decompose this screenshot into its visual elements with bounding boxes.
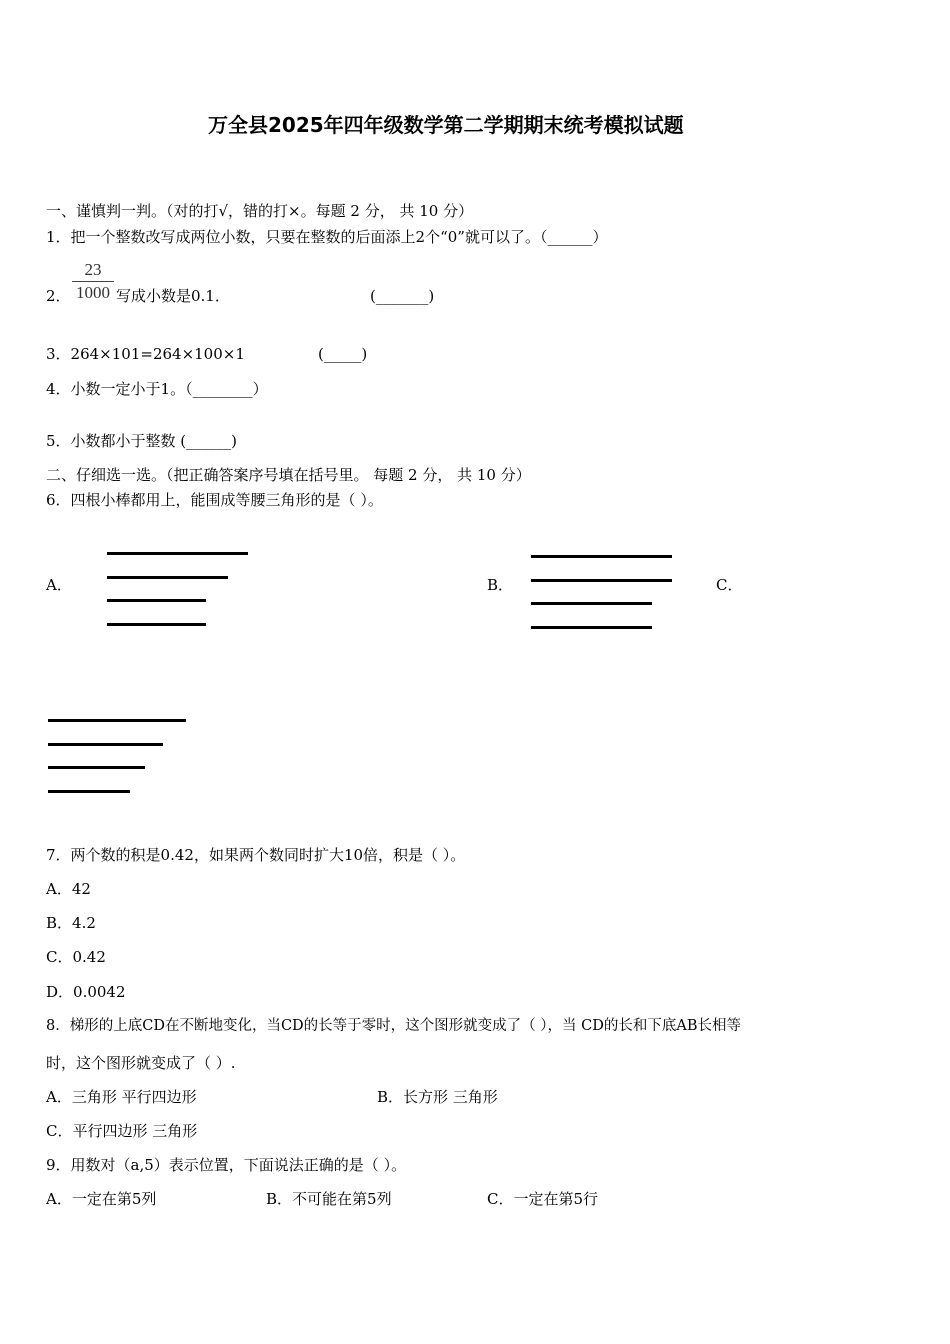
option-7d: D．0.0042	[46, 983, 126, 1001]
fraction-denominator: 1000	[76, 283, 110, 302]
stick	[107, 552, 248, 555]
option-8b: B．长方形 三角形	[377, 1088, 498, 1106]
question-6: 6．四根小棒都用上，能围成等腰三角形的是（ ）。	[46, 491, 383, 509]
stick	[531, 626, 652, 629]
question-4: 4．小数一定小于1。（________）	[46, 380, 268, 398]
option-6c-label: C．	[716, 576, 743, 594]
stick	[531, 602, 652, 605]
stick	[107, 623, 206, 626]
question-3: 3．264×101=264×100×1	[46, 345, 245, 363]
question-5: 5．小数都小于整数 (______)	[46, 432, 238, 450]
section1-heading: 一、谨慎判一判。（对的打√，错的打×。每题 2 分， 共 10 分）	[46, 202, 474, 220]
question-3-blank: (_____)	[318, 345, 368, 363]
fraction	[72, 260, 114, 303]
question-2-blank: (_______)	[370, 287, 435, 305]
option-9b: B．不可能在第5列	[266, 1190, 392, 1208]
fraction-numerator: 23	[84, 260, 102, 279]
question-9: 9．用数对（a,5）表示位置，下面说法正确的是（ ）。	[46, 1156, 407, 1174]
stick	[107, 576, 228, 579]
question-8-line2: 时，这个图形就变成了（ ）.	[46, 1054, 236, 1072]
stick	[107, 599, 206, 602]
stick	[48, 719, 186, 722]
option-7b: B．4.2	[46, 914, 96, 932]
question-2-prefix: 2．	[46, 287, 71, 305]
option-7a: A．42	[46, 880, 91, 898]
option-6a-label: A．	[46, 576, 72, 594]
question-1: 1．把一个整数改写成两位小数，只要在整数的后面添上2个“0”就可以了。（______）	[46, 228, 608, 246]
option-9a: A．一定在第5列	[46, 1190, 157, 1208]
option-8c: C．平行四边形 三角形	[46, 1122, 198, 1140]
question-2-text: 写成小数是0.1．	[116, 287, 230, 305]
stick	[48, 766, 145, 769]
option-7c: C．0.42	[46, 948, 106, 966]
stick	[531, 555, 672, 558]
stick	[48, 743, 163, 746]
question-8-line1: 8．梯形的上底CD在不断地变化，当CD的长等于零时，这个图形就变成了（ ），当 CD的长和下底AB长相等	[46, 1018, 741, 1034]
stick	[48, 790, 130, 793]
question-7: 7．两个数的积是0.42，如果两个数同时扩大10倍，积是（ ）。	[46, 846, 466, 864]
option-6b-label: B．	[487, 576, 514, 594]
stick	[531, 579, 672, 582]
option-8a: A．三角形 平行四边形	[46, 1088, 197, 1106]
option-9c: C．一定在第5行	[487, 1190, 599, 1208]
section2-heading: 二、仔细选一选。（把正确答案序号填在括号里。 每题 2 分， 共 10 分）	[46, 466, 531, 484]
page-title: 万全县2025年四年级数学第二学期期末统考模拟试题	[208, 113, 684, 137]
